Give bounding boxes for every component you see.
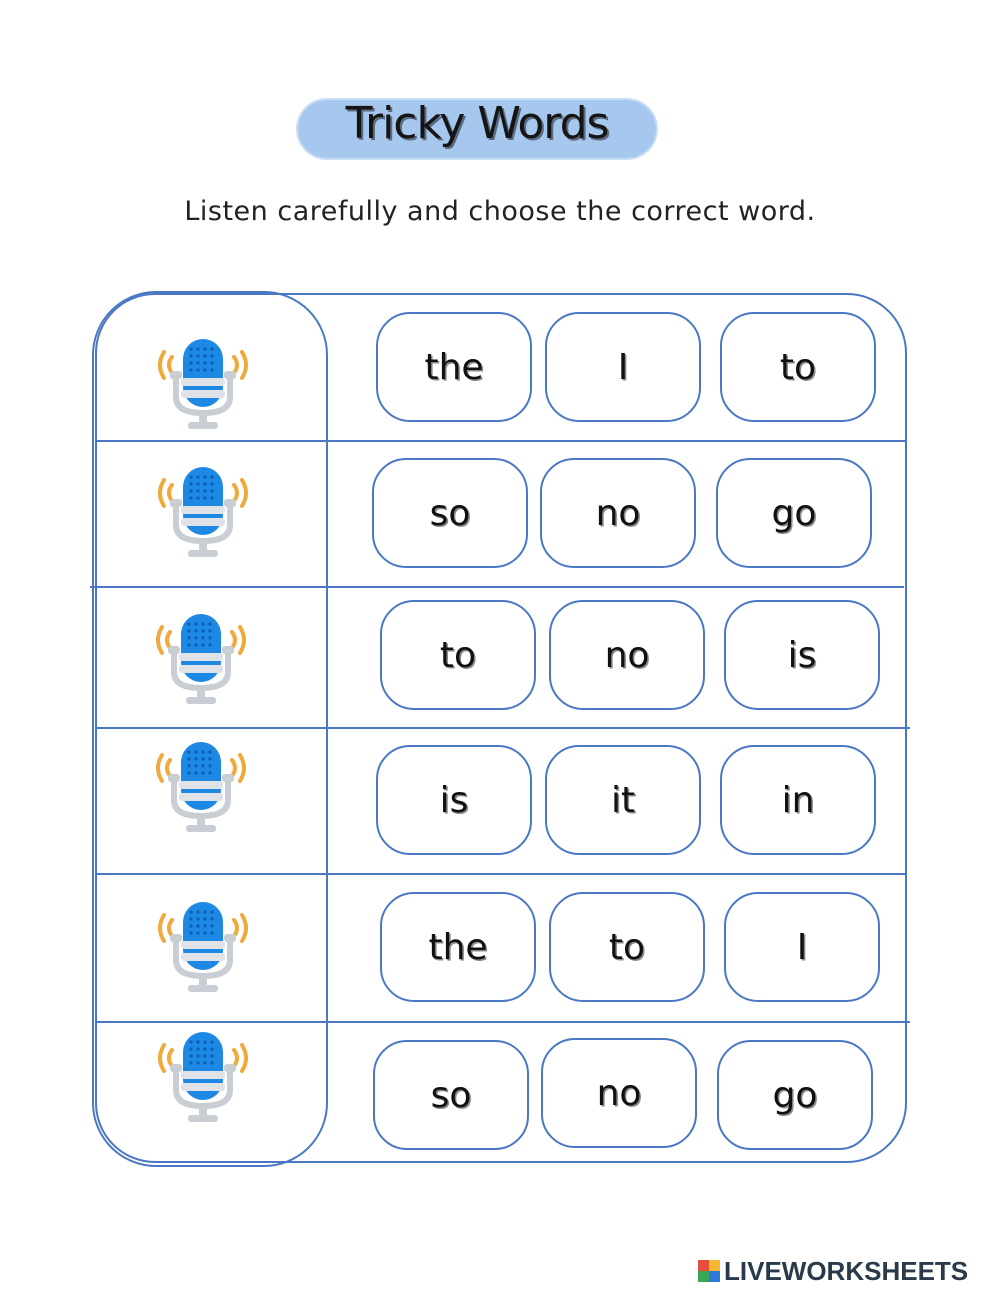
word-option[interactable]: to: [380, 600, 536, 710]
word-option[interactable]: go: [716, 458, 872, 568]
word-option[interactable]: no: [549, 600, 705, 710]
audio-play-icon[interactable]: [158, 463, 248, 563]
word-option[interactable]: so: [372, 458, 528, 568]
audio-play-icon[interactable]: [156, 610, 246, 710]
word-option[interactable]: the: [376, 312, 532, 422]
audio-play-icon[interactable]: [158, 898, 248, 998]
word-option[interactable]: in: [720, 745, 876, 855]
word-option[interactable]: to: [549, 892, 705, 1002]
logo-mark-icon: [698, 1260, 720, 1282]
microphone-icon: [158, 898, 248, 998]
word-option[interactable]: I: [545, 312, 701, 422]
audio-play-icon[interactable]: [156, 738, 246, 838]
microphone-icon: [156, 610, 246, 710]
microphone-icon: [158, 1028, 248, 1128]
row-divider: [95, 873, 907, 875]
audio-play-icon[interactable]: [158, 1028, 248, 1128]
instruction-text: Listen carefully and choose the correct word.: [184, 196, 816, 227]
word-option[interactable]: the: [380, 892, 536, 1002]
word-option[interactable]: is: [724, 600, 880, 710]
microphone-icon: [156, 738, 246, 838]
word-option[interactable]: no: [540, 458, 696, 568]
word-option[interactable]: is: [376, 745, 532, 855]
row-divider: [95, 440, 907, 442]
word-option[interactable]: so: [373, 1040, 529, 1150]
word-option[interactable]: I: [724, 892, 880, 1002]
microphone-icon: [158, 463, 248, 563]
row-divider: [95, 1021, 910, 1023]
page-title: Tricky Words: [345, 98, 609, 149]
row-divider: [95, 727, 910, 729]
row-divider: [90, 586, 904, 588]
word-option[interactable]: no: [541, 1038, 697, 1148]
word-option[interactable]: it: [545, 745, 701, 855]
word-option[interactable]: to: [720, 312, 876, 422]
audio-play-icon[interactable]: [158, 335, 248, 435]
brand-name: LIVEWORKSHEETS: [724, 1255, 969, 1286]
word-option[interactable]: go: [717, 1040, 873, 1150]
microphone-icon: [158, 335, 248, 435]
liveworksheets-logo: [698, 1256, 968, 1286]
